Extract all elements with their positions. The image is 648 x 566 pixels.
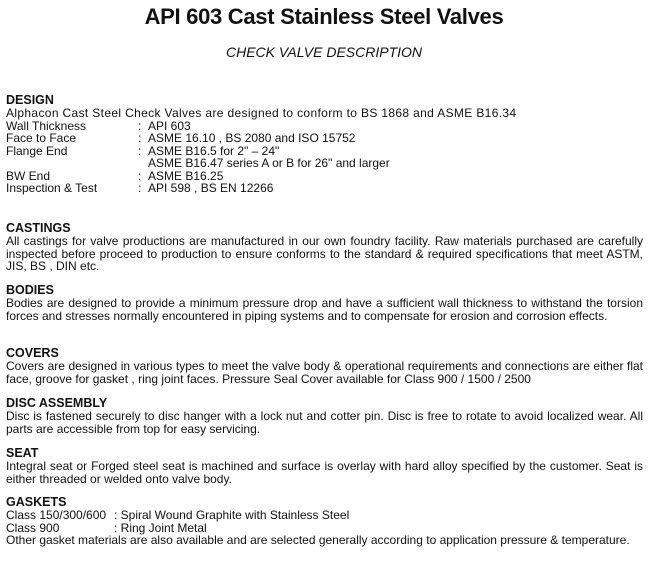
- disc-assembly-heading: DISC ASSEMBLY: [6, 396, 108, 410]
- spec-separator: :: [138, 181, 142, 195]
- covers-body: Covers are designed in various types to meet the valve body & operational requirements and connections are either flat face, groove for gasket , ring joint faces. Pressure Seal Cover available for Class 900 / 1500 / 2500: [6, 359, 643, 386]
- spec-label: BW End: [6, 168, 51, 183]
- gasket-class-label: Class 150/300/600: [6, 508, 107, 522]
- spec-separator: [138, 157, 148, 170]
- castings-body: All castings for valve productions are manufactured in our own foundry facility. Raw materials purchased are carefully inspected before proceed to production to ensure conforms to the standard & required specifications that meet ASTM, JIS, BS , DIN etc.: [6, 234, 643, 273]
- spec-value: API 598 , BS EN 12266: [148, 181, 274, 195]
- spec-separator: :: [138, 131, 142, 145]
- spec-value: ASME 16.10 , BS 2080 and ISO 15752: [148, 131, 356, 145]
- covers-heading: COVERS: [6, 346, 59, 360]
- spec-row-bw-end: [6, 170, 643, 183]
- spec-label: Inspection & Test: [6, 181, 98, 195]
- disc-assembly-body: Disc is fastened securely to disc hanger with a lock nut and cotter pin. Disc is free to rotate to avoid localized wear. All parts are accessible from top for easy servicing.: [6, 409, 643, 436]
- gasket-row-class-150-300-600: [6, 509, 643, 522]
- bodies-section: [6, 284, 643, 322]
- disc-assembly-section: [6, 397, 643, 435]
- design-intro: Alphacon Cast Steel Check Valves are designed to conform to BS 1868 and ASME B16.34: [6, 106, 517, 120]
- spec-row-face-to-face: [6, 132, 643, 145]
- spec-separator: :: [138, 143, 142, 158]
- design-heading: DESIGN: [6, 93, 54, 107]
- spec-row-flange-end-continued: [6, 157, 643, 170]
- castings-heading: CASTINGS: [6, 221, 71, 235]
- design-section: [6, 94, 643, 195]
- gaskets-section: [6, 496, 643, 547]
- page-title: API 603 Cast Stainless Steel Valves: [144, 4, 504, 29]
- spec-value: ASME B16.5 for 2" – 24": [148, 143, 280, 158]
- bodies-heading: BODIES: [6, 283, 54, 297]
- gaskets-body: Other gasket materials are also available and are selected generally according to application pressure & temperature.: [6, 533, 630, 547]
- gasket-material: : Spiral Wound Graphite with Stainless Steel: [114, 508, 350, 522]
- gasket-material: : Ring Joint Metal: [114, 520, 207, 535]
- spec-value: API 603: [148, 118, 191, 133]
- covers-section: [6, 347, 643, 385]
- gaskets-heading: GASKETS: [6, 495, 67, 509]
- spec-value: ASME B16.47 series A or B for 26" and larger: [148, 156, 390, 170]
- spec-separator: :: [138, 118, 142, 133]
- spec-label: [6, 157, 138, 170]
- spec-label: Face to Face: [6, 131, 77, 145]
- spec-label: Wall Thickness: [6, 118, 87, 133]
- bodies-body: Bodies are designed to provide a minimum pressure drop and have a sufficient wall thickness to withstand the torsion forces and stresses normally encountered in piping systems and to compensate for erosion and corrosion effects.: [6, 296, 643, 323]
- spec-row-inspection-test: [6, 182, 643, 195]
- spec-label: Flange End: [6, 143, 68, 158]
- seat-body: Integral seat or Forged steel seat is machined and surface is overlay with hard alloy specified by the customer. Seat is either threaded or welded onto valve body.: [6, 459, 643, 486]
- castings-section: [6, 222, 643, 273]
- gasket-class-label: Class 900: [6, 520, 60, 535]
- spec-value: ASME B16.25: [148, 168, 224, 183]
- page-subtitle: CHECK VALVE DESCRIPTION: [225, 44, 423, 60]
- spec-separator: :: [138, 168, 142, 183]
- seat-section: [6, 447, 643, 485]
- seat-heading: SEAT: [6, 446, 39, 460]
